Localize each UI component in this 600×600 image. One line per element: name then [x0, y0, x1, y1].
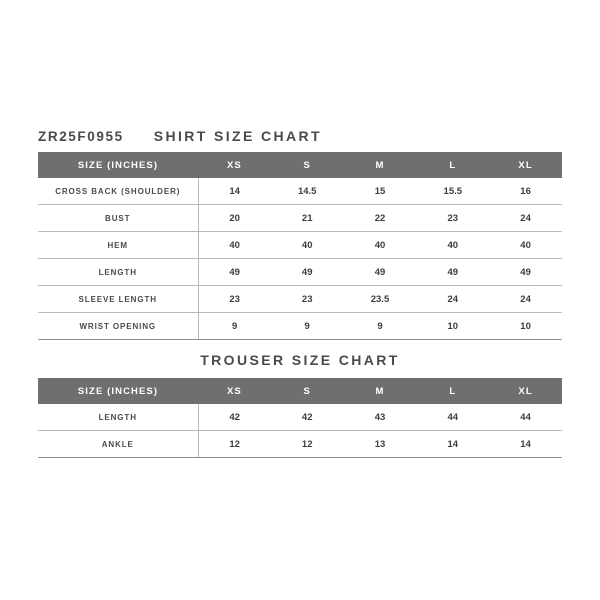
table-row: [38, 232, 562, 259]
row-label: LENGTH: [38, 259, 198, 286]
shirt-table-body: [38, 178, 562, 340]
cell-value: 23: [416, 205, 489, 232]
column-header-s: S: [271, 378, 344, 404]
cell-value: 12: [271, 431, 344, 458]
cell-value: 14: [489, 431, 562, 458]
column-header-xl: XL: [489, 152, 562, 178]
cell-value: 40: [271, 232, 344, 259]
column-header-measurement: SIZE (INCHES): [38, 378, 198, 404]
row-label: BUST: [38, 205, 198, 232]
cell-value: 24: [489, 205, 562, 232]
row-label: HEM: [38, 232, 198, 259]
cell-value: 42: [198, 404, 271, 431]
cell-value: 49: [416, 259, 489, 286]
row-label: LENGTH: [38, 404, 198, 431]
cell-value: 10: [416, 313, 489, 340]
cell-value: 24: [489, 286, 562, 313]
row-label: CROSS BACK (SHOULDER): [38, 178, 198, 205]
cell-value: 20: [198, 205, 271, 232]
shirt-size-chart-table: [38, 152, 562, 340]
cell-value: 14: [416, 431, 489, 458]
column-header-l: L: [416, 152, 489, 178]
trouser-chart-title: TROUSER SIZE CHART: [200, 352, 400, 368]
cell-value: 24: [416, 286, 489, 313]
cell-value: 40: [198, 232, 271, 259]
cell-value: 40: [344, 232, 417, 259]
column-header-l: L: [416, 378, 489, 404]
table-row: [38, 431, 562, 458]
cell-value: 13: [344, 431, 417, 458]
cell-value: 9: [198, 313, 271, 340]
trouser-table-header: [38, 378, 562, 404]
cell-value: 21: [271, 205, 344, 232]
cell-value: 10: [489, 313, 562, 340]
cell-value: 14.5: [271, 178, 344, 205]
table-row: [38, 205, 562, 232]
cell-value: 44: [416, 404, 489, 431]
column-header-xl: XL: [489, 378, 562, 404]
shirt-table-header: [38, 152, 562, 178]
cell-value: 49: [271, 259, 344, 286]
cell-value: 15.5: [416, 178, 489, 205]
cell-value: 9: [344, 313, 417, 340]
cell-value: 14: [198, 178, 271, 205]
table-header-row: [38, 378, 562, 404]
table-header-row: [38, 152, 562, 178]
table-row: [38, 259, 562, 286]
cell-value: 23: [271, 286, 344, 313]
shirt-chart-heading: [38, 128, 562, 144]
column-header-s: S: [271, 152, 344, 178]
row-label: ANKLE: [38, 431, 198, 458]
cell-value: 40: [489, 232, 562, 259]
cell-value: 15: [344, 178, 417, 205]
column-header-measurement: SIZE (INCHES): [38, 152, 198, 178]
cell-value: 23.5: [344, 286, 417, 313]
cell-value: 44: [489, 404, 562, 431]
column-header-m: M: [344, 378, 417, 404]
cell-value: 16: [489, 178, 562, 205]
column-header-xs: XS: [198, 152, 271, 178]
cell-value: 9: [271, 313, 344, 340]
cell-value: 42: [271, 404, 344, 431]
trouser-table-body: [38, 404, 562, 458]
table-row: [38, 178, 562, 205]
cell-value: 22: [344, 205, 417, 232]
shirt-chart-title: SHIRT SIZE CHART: [153, 128, 322, 144]
cell-value: 43: [344, 404, 417, 431]
table-row: [38, 404, 562, 431]
column-header-xs: XS: [198, 378, 271, 404]
row-label: SLEEVE LENGTH: [38, 286, 198, 313]
cell-value: 49: [489, 259, 562, 286]
cell-value: 23: [198, 286, 271, 313]
table-row: [38, 286, 562, 313]
style-code: ZR25F0955: [38, 129, 124, 144]
table-row: [38, 313, 562, 340]
cell-value: 49: [198, 259, 271, 286]
cell-value: 40: [416, 232, 489, 259]
cell-value: 49: [344, 259, 417, 286]
column-header-m: M: [344, 152, 417, 178]
row-label: WRIST OPENING: [38, 313, 198, 340]
trouser-size-chart-table: [38, 378, 562, 458]
cell-value: 12: [198, 431, 271, 458]
